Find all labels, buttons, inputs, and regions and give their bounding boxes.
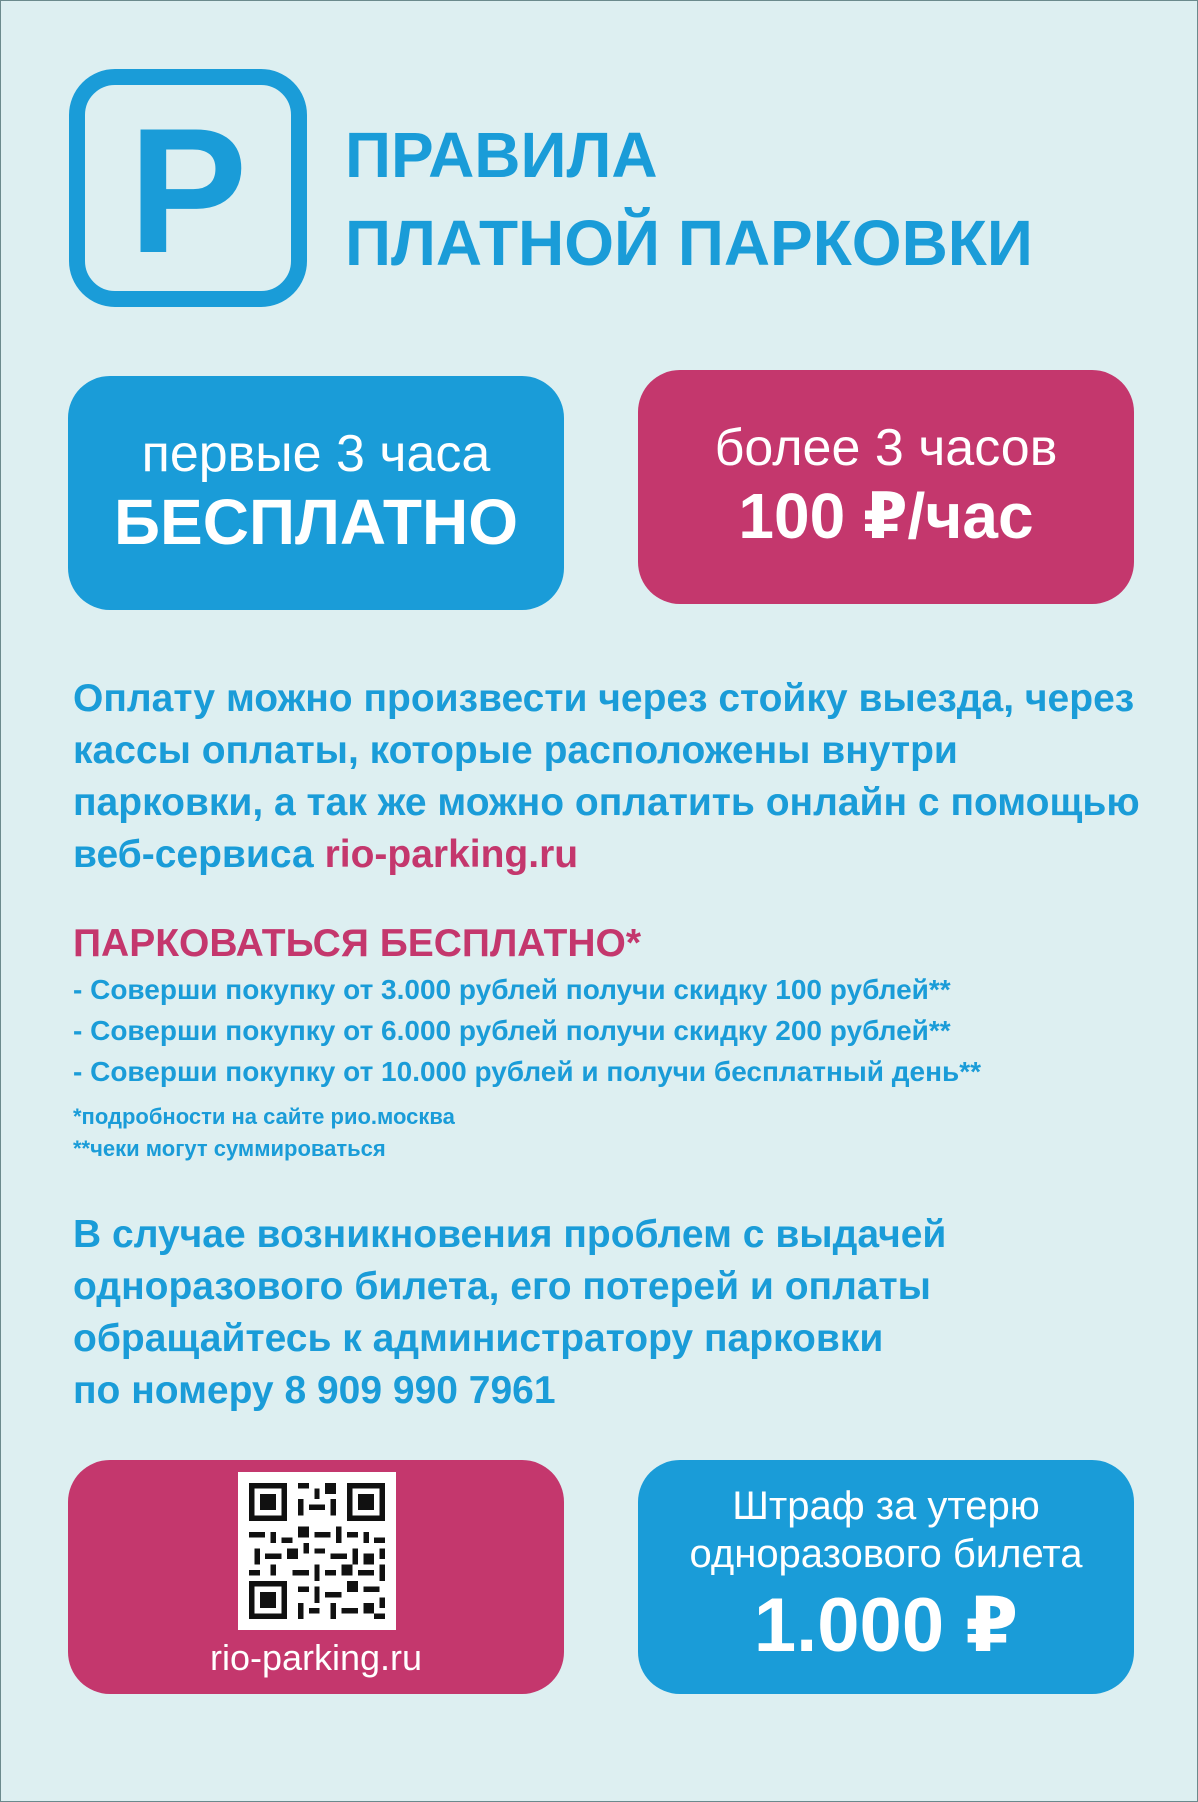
free-tariff-label: первые 3 часа — [141, 425, 491, 483]
fine-label-line-1: Штраф за утерю — [732, 1484, 1040, 1528]
footnote-details: *подробности на сайте рио.москва — [73, 1104, 455, 1129]
free-tariff-box — [68, 376, 564, 610]
page-title — [345, 111, 1033, 287]
offer-list — [73, 969, 981, 1092]
paid-tariff-value: 100 ₽/час — [738, 480, 1034, 552]
paid-tariff-label: более 3 часов — [714, 419, 1058, 477]
parking-sign-icon — [69, 69, 307, 307]
offer-item: - Соверши покупку от 3.000 рублей получи скидку 100 рублей** — [73, 974, 951, 1005]
title-line-1: ПРАВИЛА — [345, 119, 658, 191]
problem-line: одноразового билета, его потерей и оплаты — [73, 1265, 931, 1308]
paid-tariff-box — [638, 370, 1134, 604]
title-line-2: ПЛАТНОЙ ПАРКОВКИ — [345, 207, 1033, 279]
payment-text: Оплату можно произвести через стойку выезда, через кассы оплаты, которые расположены внутри парковки, а так же можно оплатить онлайн с помощью веб-сервиса — [73, 677, 1140, 876]
problem-contact-info — [73, 1209, 1153, 1417]
free-parking-heading: ПАРКОВАТЬСЯ БЕСПЛАТНО* — [73, 922, 642, 965]
footnote-receipts: **чеки могут суммироваться — [73, 1136, 386, 1161]
problem-line: обращайтесь к администратору парковки — [73, 1317, 884, 1360]
fine-amount: 1.000 ₽ — [753, 1583, 1019, 1668]
footnotes — [73, 1101, 455, 1165]
qr-code[interactable] — [238, 1472, 396, 1630]
parking-sign-letter: P — [128, 91, 248, 290]
offer-item: - Соверши покупку от 10.000 рублей и получи бесплатный день** — [73, 1056, 982, 1087]
qr-code-box — [68, 1460, 564, 1694]
free-tariff-value: БЕСПЛАТНО — [114, 486, 518, 558]
payment-info — [73, 673, 1153, 881]
problem-line: В случае возникновения проблем с выдачей — [73, 1213, 947, 1256]
problem-phone: по номеру 8 909 990 7961 — [73, 1369, 556, 1412]
payment-link[interactable]: rio-parking.ru — [324, 833, 579, 876]
offer-item: - Соверши покупку от 6.000 рублей получи скидку 200 рублей** — [73, 1015, 951, 1046]
fine-box — [638, 1460, 1134, 1694]
qr-url-label[interactable]: rio-parking.ru — [209, 1637, 423, 1678]
fine-label-line-2: одноразового билета — [689, 1532, 1083, 1576]
